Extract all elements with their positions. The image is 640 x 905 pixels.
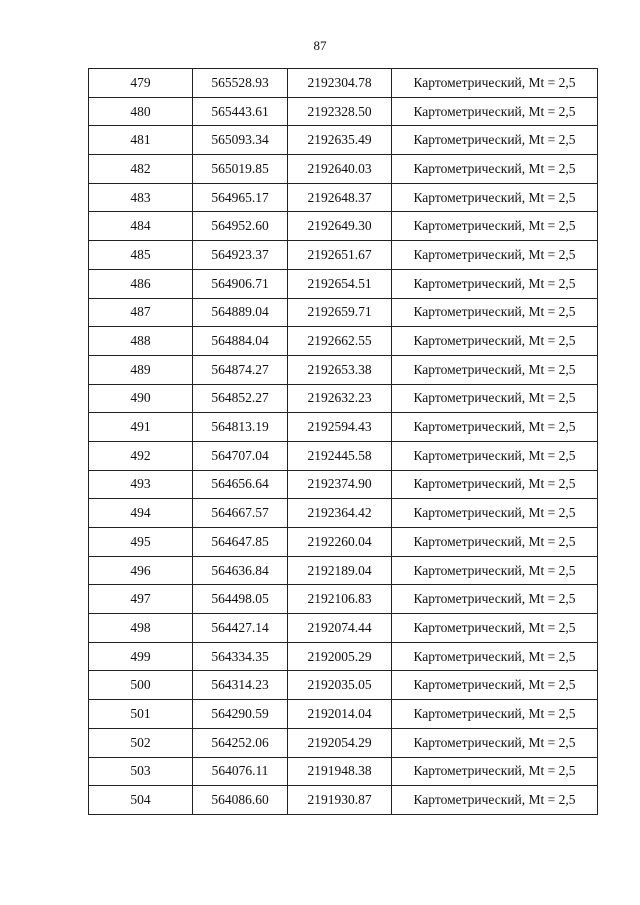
y-coordinate-cell: 2192304.78 (288, 69, 392, 98)
table-row (89, 241, 598, 270)
point-number-cell: 480 (89, 97, 193, 126)
x-coordinate-cell: 564076.11 (193, 757, 288, 786)
table-row (89, 97, 598, 126)
x-coordinate-cell: 564906.71 (193, 269, 288, 298)
method-cell: Картометрический, Mt = 2,5 (392, 298, 598, 327)
x-coordinate-cell: 564813.19 (193, 413, 288, 442)
x-coordinate-cell: 564667.57 (193, 499, 288, 528)
x-coordinate-cell: 564707.04 (193, 441, 288, 470)
x-coordinate-cell: 564086.60 (193, 786, 288, 815)
table-row (89, 126, 598, 155)
y-coordinate-cell: 2192374.90 (288, 470, 392, 499)
x-coordinate-cell: 564334.35 (193, 642, 288, 671)
method-cell: Картометрический, Mt = 2,5 (392, 355, 598, 384)
method-cell: Картометрический, Mt = 2,5 (392, 585, 598, 614)
table-row (89, 69, 598, 98)
y-coordinate-cell: 2191930.87 (288, 786, 392, 815)
y-coordinate-cell: 2192640.03 (288, 155, 392, 184)
x-coordinate-cell: 564498.05 (193, 585, 288, 614)
method-cell: Картометрический, Mt = 2,5 (392, 700, 598, 729)
y-coordinate-cell: 2192445.58 (288, 441, 392, 470)
method-cell: Картометрический, Mt = 2,5 (392, 241, 598, 270)
point-number-cell: 483 (89, 183, 193, 212)
method-cell: Картометрический, Mt = 2,5 (392, 757, 598, 786)
x-coordinate-cell: 564656.64 (193, 470, 288, 499)
method-cell: Картометрический, Mt = 2,5 (392, 183, 598, 212)
point-number-cell: 497 (89, 585, 193, 614)
table-row (89, 700, 598, 729)
y-coordinate-cell: 2192662.55 (288, 327, 392, 356)
page-number: 87 (313, 38, 327, 53)
x-coordinate-cell: 564965.17 (193, 183, 288, 212)
table-row (89, 757, 598, 786)
table-row (89, 642, 598, 671)
point-number-cell: 481 (89, 126, 193, 155)
point-number-cell: 499 (89, 642, 193, 671)
point-number-cell: 484 (89, 212, 193, 241)
method-cell: Картометрический, Mt = 2,5 (392, 556, 598, 585)
table-row (89, 585, 598, 614)
point-number-cell: 485 (89, 241, 193, 270)
method-cell: Картометрический, Mt = 2,5 (392, 97, 598, 126)
method-cell: Картометрический, Mt = 2,5 (392, 384, 598, 413)
y-coordinate-cell: 2192635.49 (288, 126, 392, 155)
y-coordinate-cell: 2192594.43 (288, 413, 392, 442)
method-cell: Картометрический, Mt = 2,5 (392, 212, 598, 241)
x-coordinate-cell: 564427.14 (193, 614, 288, 643)
point-number-cell: 489 (89, 355, 193, 384)
y-coordinate-cell: 2192106.83 (288, 585, 392, 614)
table-row (89, 212, 598, 241)
method-cell: Картометрический, Mt = 2,5 (392, 671, 598, 700)
point-number-cell: 504 (89, 786, 193, 815)
point-number-cell: 491 (89, 413, 193, 442)
table-row (89, 155, 598, 184)
method-cell: Картометрический, Mt = 2,5 (392, 786, 598, 815)
y-coordinate-cell: 2191948.38 (288, 757, 392, 786)
table-row (89, 556, 598, 585)
method-cell: Картометрический, Mt = 2,5 (392, 126, 598, 155)
y-coordinate-cell: 2192653.38 (288, 355, 392, 384)
table-row (89, 327, 598, 356)
x-coordinate-cell: 564290.59 (193, 700, 288, 729)
table-row (89, 528, 598, 557)
point-number-cell: 493 (89, 470, 193, 499)
point-number-cell: 494 (89, 499, 193, 528)
y-coordinate-cell: 2192651.67 (288, 241, 392, 270)
point-number-cell: 495 (89, 528, 193, 557)
table-row (89, 614, 598, 643)
x-coordinate-cell: 565528.93 (193, 69, 288, 98)
y-coordinate-cell: 2192035.05 (288, 671, 392, 700)
table-row (89, 728, 598, 757)
y-coordinate-cell: 2192189.04 (288, 556, 392, 585)
method-cell: Картометрический, Mt = 2,5 (392, 155, 598, 184)
method-cell: Картометрический, Mt = 2,5 (392, 470, 598, 499)
table-row (89, 384, 598, 413)
y-coordinate-cell: 2192328.50 (288, 97, 392, 126)
point-number-cell: 500 (89, 671, 193, 700)
table-row (89, 269, 598, 298)
method-cell: Картометрический, Mt = 2,5 (392, 728, 598, 757)
method-cell: Картометрический, Mt = 2,5 (392, 614, 598, 643)
coordinates-table (88, 68, 598, 815)
point-number-cell: 482 (89, 155, 193, 184)
x-coordinate-cell: 565019.85 (193, 155, 288, 184)
x-coordinate-cell: 564252.06 (193, 728, 288, 757)
y-coordinate-cell: 2192014.04 (288, 700, 392, 729)
x-coordinate-cell: 564647.85 (193, 528, 288, 557)
method-cell: Картометрический, Mt = 2,5 (392, 413, 598, 442)
y-coordinate-cell: 2192074.44 (288, 614, 392, 643)
table-row (89, 183, 598, 212)
y-coordinate-cell: 2192632.23 (288, 384, 392, 413)
table-row (89, 786, 598, 815)
point-number-cell: 486 (89, 269, 193, 298)
table-row (89, 298, 598, 327)
x-coordinate-cell: 565093.34 (193, 126, 288, 155)
point-number-cell: 490 (89, 384, 193, 413)
y-coordinate-cell: 2192659.71 (288, 298, 392, 327)
table-row (89, 499, 598, 528)
method-cell: Картометрический, Mt = 2,5 (392, 528, 598, 557)
x-coordinate-cell: 564314.23 (193, 671, 288, 700)
point-number-cell: 492 (89, 441, 193, 470)
x-coordinate-cell: 564874.27 (193, 355, 288, 384)
y-coordinate-cell: 2192054.29 (288, 728, 392, 757)
method-cell: Картометрический, Mt = 2,5 (392, 499, 598, 528)
method-cell: Картометрический, Mt = 2,5 (392, 441, 598, 470)
x-coordinate-cell: 564952.60 (193, 212, 288, 241)
x-coordinate-cell: 564852.27 (193, 384, 288, 413)
y-coordinate-cell: 2192005.29 (288, 642, 392, 671)
method-cell: Картометрический, Mt = 2,5 (392, 642, 598, 671)
y-coordinate-cell: 2192649.30 (288, 212, 392, 241)
x-coordinate-cell: 565443.61 (193, 97, 288, 126)
point-number-cell: 503 (89, 757, 193, 786)
y-coordinate-cell: 2192648.37 (288, 183, 392, 212)
point-number-cell: 501 (89, 700, 193, 729)
table-row (89, 441, 598, 470)
point-number-cell: 498 (89, 614, 193, 643)
point-number-cell: 487 (89, 298, 193, 327)
x-coordinate-cell: 564636.84 (193, 556, 288, 585)
point-number-cell: 479 (89, 69, 193, 98)
point-number-cell: 496 (89, 556, 193, 585)
table-row (89, 413, 598, 442)
coordinates-table-body (89, 69, 598, 815)
y-coordinate-cell: 2192260.04 (288, 528, 392, 557)
table-row (89, 470, 598, 499)
point-number-cell: 488 (89, 327, 193, 356)
x-coordinate-cell: 564923.37 (193, 241, 288, 270)
method-cell: Картометрический, Mt = 2,5 (392, 69, 598, 98)
table-row (89, 355, 598, 384)
point-number-cell: 502 (89, 728, 193, 757)
y-coordinate-cell: 2192654.51 (288, 269, 392, 298)
x-coordinate-cell: 564884.04 (193, 327, 288, 356)
method-cell: Картометрический, Mt = 2,5 (392, 327, 598, 356)
table-row (89, 671, 598, 700)
method-cell: Картометрический, Mt = 2,5 (392, 269, 598, 298)
x-coordinate-cell: 564889.04 (193, 298, 288, 327)
y-coordinate-cell: 2192364.42 (288, 499, 392, 528)
